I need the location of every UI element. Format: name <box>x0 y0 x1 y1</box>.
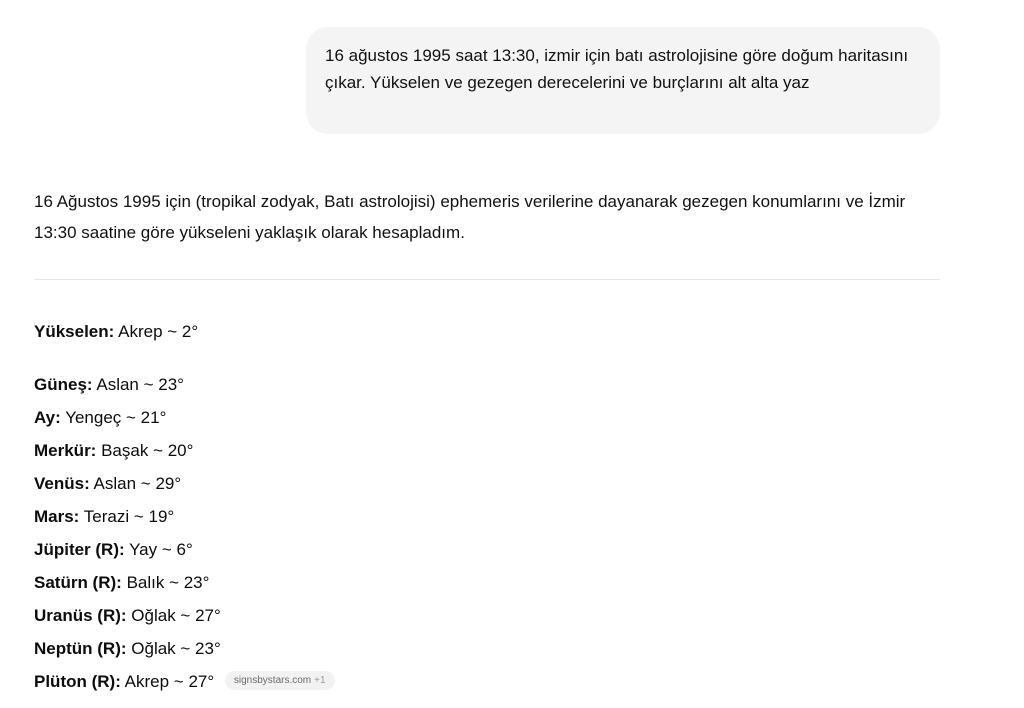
planet-row-venus <box>34 467 940 500</box>
planet-row-pluton <box>34 665 940 698</box>
source-domain: signsbystars.com <box>233 675 312 687</box>
planet-value: Oğlak ~ 27° <box>131 606 221 625</box>
source-extra-count: +1 <box>314 675 326 687</box>
planet-label: Jüpiter (R): <box>34 540 125 559</box>
planet-row-uranus <box>34 599 940 632</box>
planet-row-neptun <box>34 632 940 665</box>
planet-label: Ay: <box>34 408 61 427</box>
planet-value: Aslan ~ 29° <box>93 474 182 493</box>
planet-label: Neptün (R): <box>34 639 127 658</box>
planet-row-ay <box>34 401 940 434</box>
source-citation-chip[interactable] <box>225 671 335 690</box>
planet-value: Oğlak ~ 23° <box>131 639 221 658</box>
planet-label: Mars: <box>34 507 80 526</box>
planet-value: Yay ~ 6° <box>129 540 193 559</box>
planet-row-mars <box>34 500 940 533</box>
planet-row-jupiter <box>34 533 940 566</box>
planet-label: Merkür: <box>34 441 97 460</box>
planet-row-saturn <box>34 566 940 599</box>
planet-label: Güneş: <box>34 375 93 394</box>
planet-list <box>34 368 940 698</box>
planet-value: Yengeç ~ 21° <box>65 408 167 427</box>
planet-label: Uranüs (R): <box>34 606 127 625</box>
planet-value: Akrep ~ 27° <box>124 672 215 691</box>
assistant-message <box>34 186 940 698</box>
planet-value: Başak ~ 20° <box>101 441 194 460</box>
user-message-bubble <box>306 27 940 134</box>
planet-row-gunes <box>34 368 940 401</box>
planet-label: Satürn (R): <box>34 573 122 592</box>
planet-value: Aslan ~ 23° <box>96 375 184 394</box>
ascendant-label: Yükselen: <box>34 322 115 341</box>
user-message-text: 16 ağustos 1995 saat 13:30, izmir için batı astrolojisine göre doğum haritasını çıkar. Yükselen ve gezegen derecelerini ve burçlarını alt alta yaz <box>325 46 909 92</box>
ascendant-value: Akrep ~ 2° <box>118 322 199 341</box>
assistant-intro-text: 16 Ağustos 1995 için (tropikal zodyak, Batı astrolojisi) ephemeris verilerine dayanarak gezegen konumlarını ve İzmir 13:30 saatine göre yükseleni yaklaşık olarak hesapladım. <box>34 192 906 242</box>
section-divider <box>34 279 940 280</box>
ascendant-row <box>34 318 940 345</box>
planet-label: Venüs: <box>34 474 90 493</box>
planet-value: Balık ~ 23° <box>126 573 210 592</box>
planet-label: Plüton (R): <box>34 672 121 691</box>
planet-row-merkur <box>34 434 940 467</box>
planet-value: Terazi ~ 19° <box>83 507 175 526</box>
